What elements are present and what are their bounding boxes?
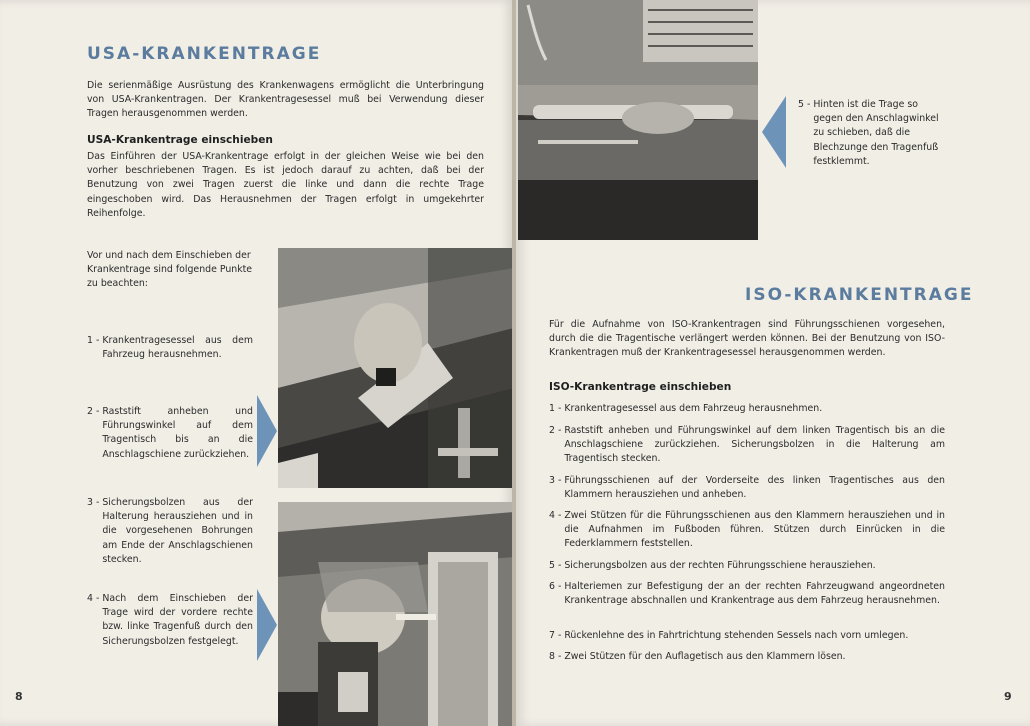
page-number-right: 9 [1004, 690, 1012, 703]
step-number: 3 - [549, 475, 565, 486]
step-text: Halteriemen zur Befestigung der an der rechten Fahrzeugwand angeordneten Krankentrage abschnallen und Krankentrage aus dem Fahrzeug herausnehmen. [564, 581, 945, 607]
step-number: 2 - [549, 425, 565, 436]
iso-step-2 [549, 424, 945, 467]
photo-safety-bolt [278, 502, 514, 726]
step-number: 5 - [549, 560, 565, 571]
step-text: Führungsschienen auf der Vorderseite des linken Tragentisches aus den Klammern herausziehen und anheben. [564, 475, 945, 501]
step-text: Krankentragesessel aus dem Fahrzeug herausnehmen. [102, 335, 253, 361]
iso-step-3 [549, 474, 945, 502]
photo-guide-angle [278, 248, 514, 488]
iso-step-7 [549, 629, 945, 643]
iso-step-4 [549, 509, 945, 552]
step-text: Sicherungsbolzen aus der Halterung herausziehen und in die vorgesehenen Bohrungen am Ende der Anschlagschienen stecken. [102, 497, 253, 565]
usa-step-3 [87, 496, 253, 567]
step-text: Nach dem Einschieben der Trage wird der vordere rechte bzw. linke Tragenfuß durch den Sicherungsbolzen festgelegt. [102, 593, 253, 647]
right-page [516, 0, 1030, 726]
usa-step-4 [87, 592, 253, 649]
photo-stretcher-stop [518, 0, 758, 240]
iso-step-8 [549, 650, 945, 664]
step-text: Rückenlehne des in Fahrtrichtung stehenden Sessels nach vorn umlegen. [564, 630, 909, 641]
step-text: Hinten ist die Trage so gegen den Anschlagwinkel zu schieben, daß die Blechzunge den Tragenfuß festklemmt. [813, 99, 939, 167]
iso-step-5 [549, 559, 945, 573]
step-text: Zwei Stützen für den Auflagetisch aus den Klammern lösen. [564, 651, 846, 662]
arrow-left-icon [760, 96, 788, 168]
usa-lead-in: Vor und nach dem Einschieben der Krankentrage sind folgende Punkte zu beachten: [87, 250, 253, 290]
step-number: 7 - [549, 630, 565, 641]
iso-subheading: ISO-Krankentrage einschieben [549, 381, 732, 393]
usa-procedure-paragraph: Das Einführen der USA-Krankentrage erfolgt in der gleichen Weise wie bei den vorher beschriebenen Tragen. Es ist jedoch darauf zu achten, daß bei der Benutzung von zwei Tragen zuerst die linke und dann die rechte Trage eingeschoben wird. Das Herausnehmen der Tragen erfolgt in umgekehrter Reihenfolge. [87, 151, 484, 219]
step-number: 4 - [87, 593, 103, 604]
iso-step-6 [549, 580, 945, 608]
arrow-right-icon [255, 589, 279, 661]
step-text: Krankentragesessel aus dem Fahrzeug herausnehmen. [564, 403, 823, 414]
step-text: Raststift anheben und Führungswinkel auf dem linken Tragentisch bis an die Anschlagschiene zurückziehen. Sicherungsbolzen in die Halterung am Tragentisch stecken. [564, 425, 945, 465]
usa-subheading: USA-Krankentrage einschieben [87, 134, 273, 146]
step-number: 2 - [87, 406, 103, 417]
step-number: 6 - [549, 581, 565, 592]
page-number-left: 8 [15, 690, 23, 703]
usa-step-1 [87, 334, 253, 362]
iso-intro-paragraph: Für die Aufnahme von ISO-Krankentragen sind Führungsschienen vorgesehen, durch die die Tragentische verlängert werden können. Bei der Benutzung von ISO-Krankentragen muß der Krankentragesessel herausgenommen werden. [549, 319, 945, 359]
iso-callout-step-5 [798, 98, 950, 169]
usa-section-title: USA-KRANKENTRAGE [87, 44, 322, 64]
step-number: 1 - [549, 403, 565, 414]
step-number: 1 - [87, 335, 103, 346]
step-text: Sicherungsbolzen aus der rechten Führungsschiene herausziehen. [564, 560, 876, 571]
iso-step-1 [549, 402, 945, 416]
step-text: Zwei Stützen für die Führungsschienen aus den Klammern herausziehen und in die Aufnahmen im Fußboden führen. Stützen durch Einrücken in die Federklammern feststellen. [564, 510, 945, 550]
left-page [0, 0, 514, 726]
step-text: Raststift anheben und Führungswinkel auf dem Tragentisch bis an die Anschlagschiene zurückziehen. [102, 406, 253, 460]
step-number: 8 - [549, 651, 565, 662]
usa-step-2 [87, 405, 253, 462]
step-number: 4 - [549, 510, 565, 521]
arrow-right-icon [255, 395, 279, 467]
step-number: 3 - [87, 497, 103, 508]
iso-section-title: ISO-KRANKENTRAGE [745, 285, 974, 305]
step-number: 5 - [798, 99, 814, 110]
usa-intro-paragraph: Die serienmäßige Ausrüstung des Krankenwagens ermöglicht die Unterbringung von USA-Krankentragen. Der Krankentragesessel muß bei Verwendung dieser Tragen herausgenommen werden. [87, 80, 484, 120]
